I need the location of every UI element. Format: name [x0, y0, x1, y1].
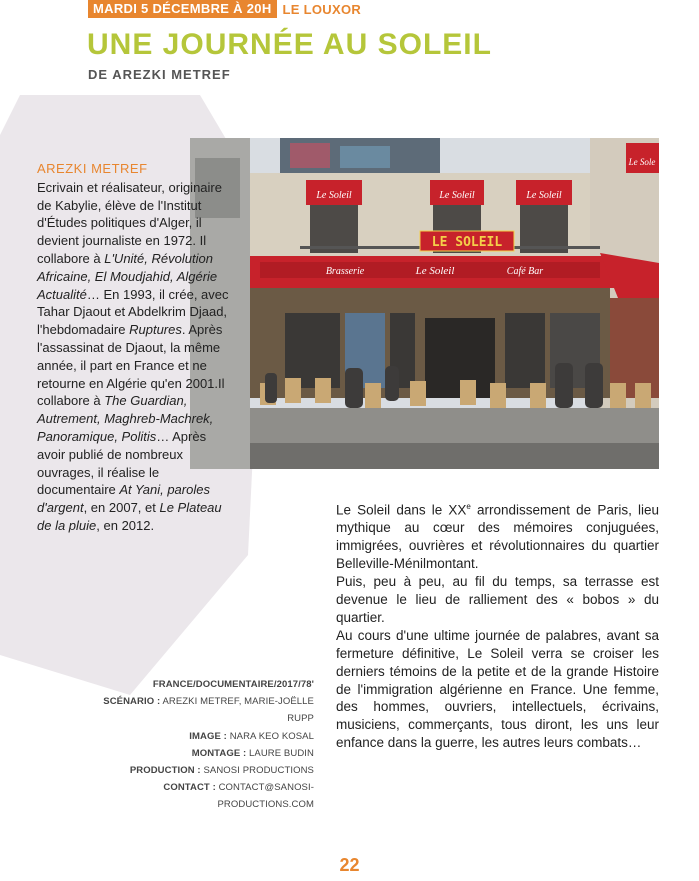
synopsis-paragraph-1: Le Soleil dans le XXe arrondissement de Paris, lieu mythique au cœur des mémoires conjuguées, immigrées, ouvrières et révolutionnaires du quartier Belleville-Ménilmontant.	[336, 502, 659, 572]
awning-left-text: Le Soleil	[316, 190, 352, 201]
film-director: DE AREZKI METREF	[88, 67, 231, 82]
bio-title-ref: The Guardian, Autrement, Maghreb-Machrek, Panoramique, Politis	[37, 393, 214, 444]
banner-brasserie: Brasserie	[325, 266, 365, 277]
bio-title-ref: At Yani, paroles d'argent	[37, 482, 210, 516]
awning-right-text: Le Soleil	[526, 190, 562, 201]
credits-scenario: SCÉNARIO : AREZKI METREF, MARIE-JOËLLE RUPP	[103, 696, 314, 725]
credits-contact: CONTACT : CONTACT@SANOSI-PRODUCTIONS.COM	[163, 782, 314, 811]
banner-cafe: Café Bar	[506, 266, 544, 277]
bio-text-segment: , en 2007, et	[83, 500, 160, 516]
banner-name: Le Soleil	[415, 265, 455, 277]
bio-text-segment: … Après avoir publié de nombreux ouvrages, il réalise le documentaire	[37, 428, 207, 498]
film-title: UNE JOURNÉE AU SOLEIL	[87, 28, 492, 61]
awning-mid-text: Le Soleil	[439, 190, 475, 201]
bio-title-ref: Le Plateau de la pluie	[37, 500, 222, 533]
credits-image: IMAGE : NARA KEO KOSAL	[189, 730, 314, 742]
awning-far-text: Le Sole	[628, 157, 656, 167]
bio-title-ref: L'Unité, Révolution Africaine, El Moudjahid, Algérie Actualité	[37, 250, 218, 302]
bio-title-ref: Ruptures	[129, 322, 182, 338]
bio-text-segment: … En 1993, il crée, avec Tahar Djaout et Abdelkrim Djaad, l'hebdomadaire	[37, 286, 229, 338]
cafe-photo	[190, 138, 659, 469]
film-credits	[100, 676, 314, 814]
main-sign-text: LE SOLEIL	[431, 235, 503, 250]
director-bio	[37, 160, 233, 535]
credits-montage: MONTAGE : LAURE BUDIN	[191, 747, 314, 759]
credits-production: PRODUCTION : SANOSI PRODUCTIONS	[129, 765, 314, 777]
event-venue: LE LOUXOR	[282, 1, 362, 17]
bio-text	[37, 179, 233, 535]
event-date-bar	[88, 0, 361, 18]
bio-name: AREZKI METREF	[37, 161, 148, 176]
film-synopsis	[336, 498, 659, 752]
synopsis-paragraph-3: Au cours d'une ultime journée de palabres, avant sa fermeture définitive, Le Soleil verra se croiser les derniers témoins de la petite et de la grande Histoire de l'immigration algérienne en France. Une femme, des hommes, ouvriers, intellectuels, écrivains, musiciens, commerçants, tous diront, les uns leur enfance dans la guerre, les autres leurs combats…	[336, 627, 659, 751]
bio-text-segment: . Après l'assassinat de Djaout, la même année, il part en France et ne retourne en Algérie qu'en 2001.Il collabore à	[37, 322, 225, 409]
event-date: MARDI 5 DÉCEMBRE À 20H	[88, 0, 277, 18]
bio-text-segment: , en 2012.	[96, 517, 155, 533]
synopsis-paragraph-2: Puis, peu à peu, au fil du temps, sa terrasse est devenue le lieu de ralliement des « bobos » du quartier.	[336, 574, 659, 625]
credits-country-genre: FRANCE/DOCUMENTAIRE/2017/78'	[152, 679, 314, 690]
bio-text-segment: Ecrivain et réalisateur, originaire de Kabylie, élève de l'Institut d'Études politiques d'Alger, il devient journaliste en 1972. Il collabore à	[37, 179, 222, 266]
page-number: 22	[339, 855, 360, 875]
